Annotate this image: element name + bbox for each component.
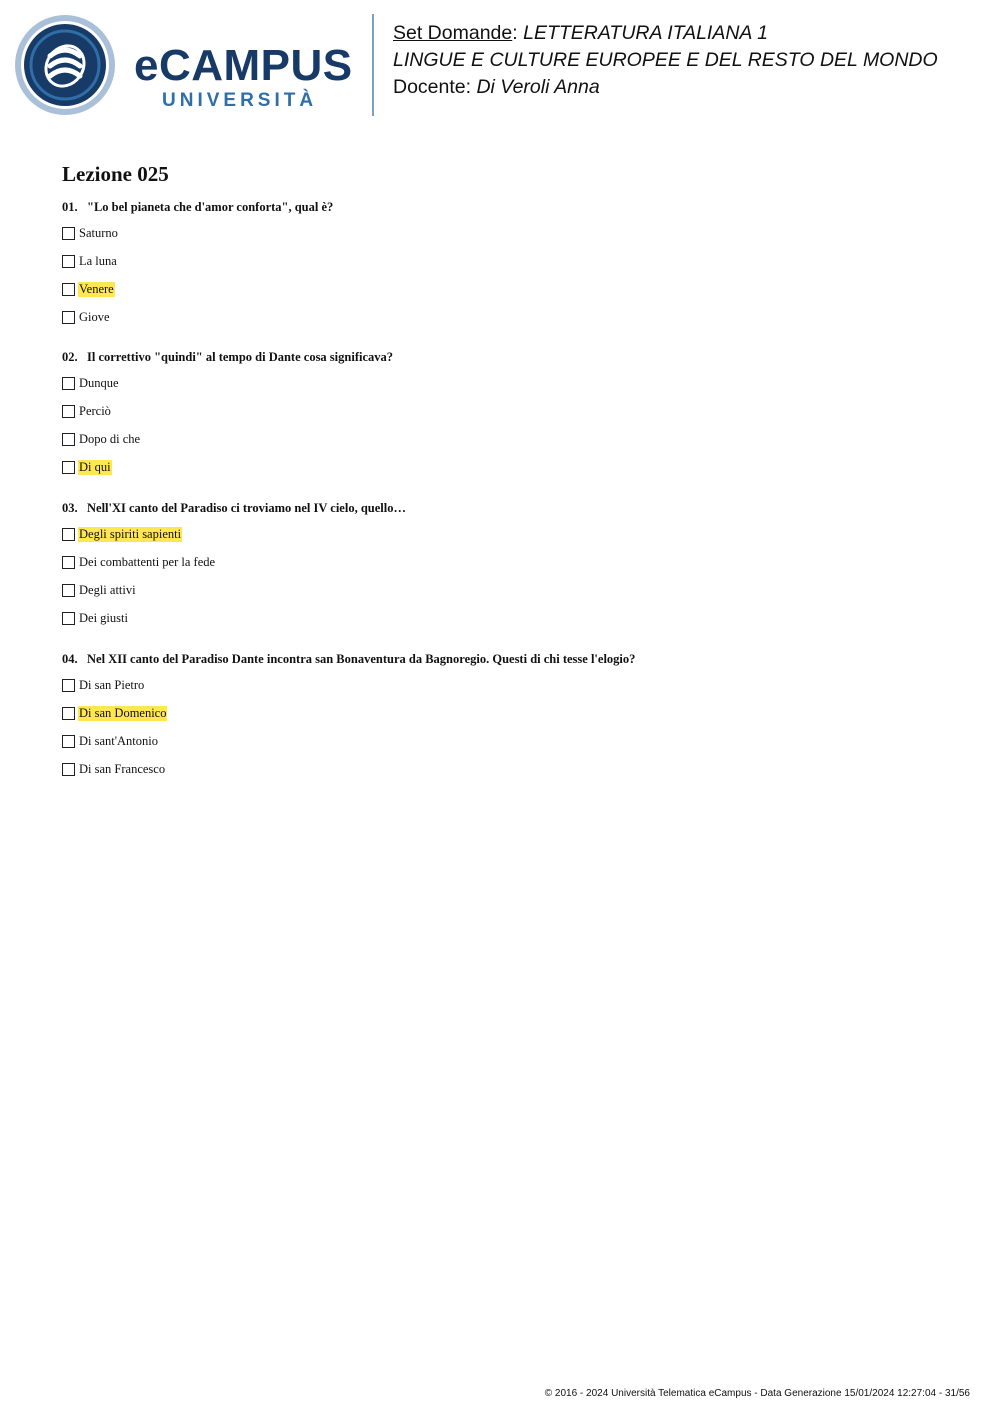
- answer-checkbox[interactable]: [62, 679, 75, 692]
- question-text: [62, 650, 962, 668]
- question-number: 01.: [62, 200, 78, 214]
- answer-label: Degli attivi: [79, 582, 136, 597]
- answer-checkbox[interactable]: [62, 735, 75, 748]
- answer-option[interactable]: [62, 308, 962, 326]
- question-text: [62, 348, 962, 366]
- answer-option[interactable]: [62, 280, 962, 298]
- header-info: [393, 20, 938, 101]
- logo-wordmark: eCAMPUS: [134, 41, 353, 90]
- answer-option[interactable]: [62, 224, 962, 242]
- course-name: LETTERATURA ITALIANA 1: [523, 22, 768, 44]
- answer-label: Saturno: [79, 225, 118, 240]
- answer-label: Perciò: [79, 403, 111, 418]
- set-separator: :: [512, 22, 524, 44]
- answer-option[interactable]: [62, 252, 962, 270]
- answer-checkbox[interactable]: [62, 433, 75, 446]
- answer-label-highlighted: Di san Domenico: [79, 705, 167, 720]
- answer-option[interactable]: [62, 430, 962, 448]
- answer-label: Dei giusti: [79, 610, 128, 625]
- answer-checkbox[interactable]: [62, 556, 75, 569]
- logo-seal-icon: [15, 15, 115, 115]
- answer-checkbox[interactable]: [62, 405, 75, 418]
- question-text: [62, 198, 962, 216]
- question-block: [62, 650, 962, 778]
- question-label: Nell'XI canto del Paradiso ci troviamo nel IV cielo, quello…: [87, 501, 406, 515]
- answer-option[interactable]: [62, 581, 962, 599]
- answer-label: Di san Francesco: [79, 761, 166, 776]
- answer-checkbox[interactable]: [62, 707, 75, 720]
- answer-checkbox[interactable]: [62, 283, 75, 296]
- header-course-line: [393, 20, 938, 47]
- answer-label: Di sant'Antonio: [79, 733, 158, 748]
- question-number: 03.: [62, 501, 78, 515]
- answer-label-highlighted: Di qui: [79, 459, 111, 474]
- question-block: [62, 198, 962, 326]
- answer-label: Dei combattenti per la fede: [79, 554, 216, 569]
- answer-checkbox[interactable]: [62, 311, 75, 324]
- answer-label: Giove: [79, 309, 110, 324]
- question-block: [62, 348, 962, 476]
- question-text: [62, 499, 962, 517]
- question-number: 04.: [62, 652, 78, 666]
- answer-checkbox[interactable]: [62, 227, 75, 240]
- answer-checkbox[interactable]: [62, 612, 75, 625]
- answer-option[interactable]: [62, 458, 962, 476]
- answer-checkbox[interactable]: [62, 461, 75, 474]
- program-name: LINGUE E CULTURE EUROPEE E DEL RESTO DEL MONDO: [393, 49, 938, 71]
- answer-option[interactable]: [62, 553, 962, 571]
- answer-option[interactable]: [62, 374, 962, 392]
- answer-option[interactable]: [62, 676, 962, 694]
- answer-checkbox[interactable]: [62, 763, 75, 776]
- ecampus-logo: [14, 14, 359, 116]
- teacher-name: Di Veroli Anna: [476, 76, 600, 98]
- header-teacher-line: [393, 74, 938, 101]
- teacher-label: Docente:: [393, 76, 477, 98]
- answer-checkbox[interactable]: [62, 528, 75, 541]
- question-label: Il correttivo "quindi" al tempo di Dante cosa significava?: [87, 350, 394, 364]
- question-label: Nel XII canto del Paradiso Dante incontra san Bonaventura da Bagnoregio. Questi di chi tesse l'elogio?: [87, 652, 636, 666]
- lesson-title: Lezione 025: [62, 162, 169, 186]
- answer-option[interactable]: [62, 609, 962, 627]
- answer-checkbox[interactable]: [62, 255, 75, 268]
- question-number: 02.: [62, 350, 78, 364]
- answer-label: La luna: [79, 253, 117, 268]
- answer-option[interactable]: [62, 525, 962, 543]
- page-footer: © 2016 - 2024 Università Telematica eCampus - Data Generazione 15/01/2024 12:27:04 - 31/56: [544, 1388, 970, 1399]
- answer-label: Dopo di che: [79, 431, 141, 446]
- set-label: Set Domande: [393, 22, 513, 44]
- answer-label: Di san Pietro: [79, 677, 145, 692]
- answer-label-highlighted: Venere: [79, 281, 114, 296]
- question-label: "Lo bel pianeta che d'amor conforta", qual è?: [87, 200, 334, 214]
- answer-label: Dunque: [79, 375, 119, 390]
- question-block: [62, 499, 962, 627]
- answer-option[interactable]: [62, 402, 962, 420]
- answer-checkbox[interactable]: [62, 377, 75, 390]
- answer-checkbox[interactable]: [62, 584, 75, 597]
- answer-option[interactable]: [62, 704, 962, 722]
- answer-option[interactable]: [62, 760, 962, 778]
- logo-subline: UNIVERSITÀ: [162, 90, 318, 111]
- answer-option[interactable]: [62, 732, 962, 750]
- header-divider: [372, 14, 374, 116]
- answer-label-highlighted: Degli spiriti sapienti: [79, 526, 182, 541]
